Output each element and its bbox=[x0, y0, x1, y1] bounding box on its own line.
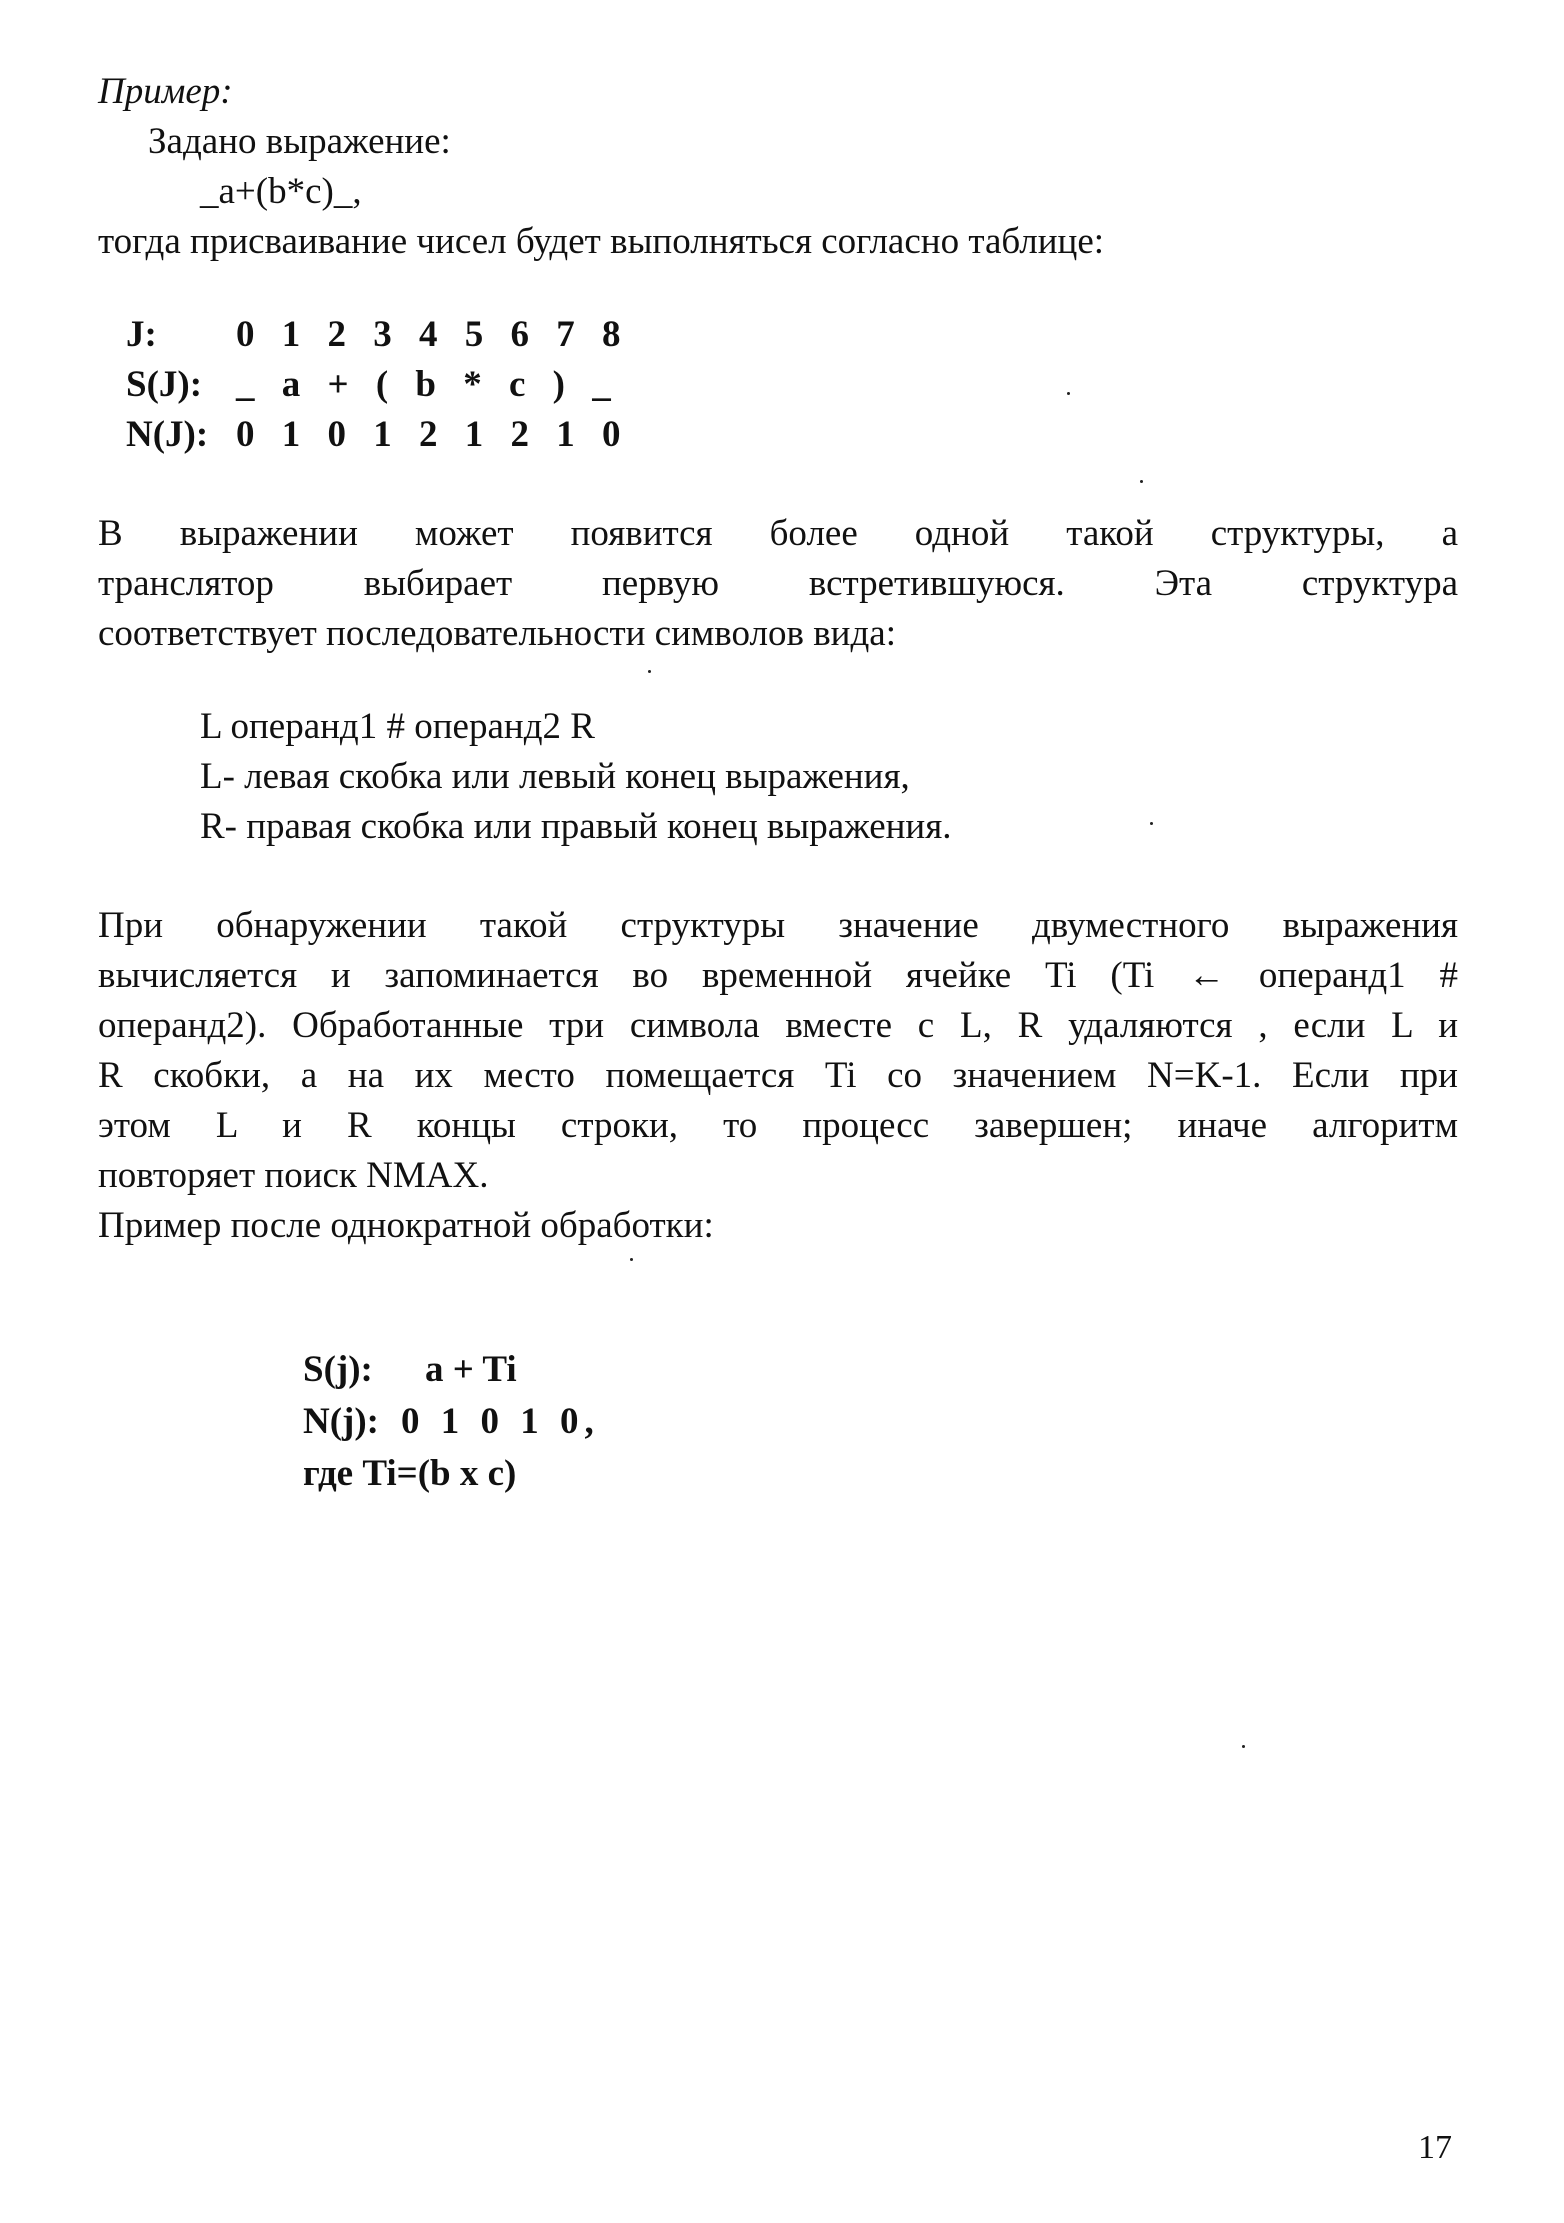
example-heading: Пример: bbox=[98, 71, 233, 112]
result-n-values: 0 1 0 1 0, bbox=[401, 1401, 600, 1442]
para1-line-1: В выражении может появится более одной такой структуры, а bbox=[98, 513, 1458, 554]
page-number: 17 bbox=[1418, 2129, 1452, 2166]
scan-speck bbox=[1242, 1745, 1245, 1748]
after-processing-heading: Пример после однократной обработки: bbox=[98, 1205, 714, 1246]
structure-formula: L операнд1 # операнд2 R bbox=[200, 706, 595, 747]
expression-line: _a+(b*c)_, bbox=[200, 171, 362, 212]
table-intro: тогда присваивание чисел будет выполняться согласно таблице: bbox=[98, 221, 1105, 262]
para1-line-2: транслятор выбирает первую встретившуюся. Эта структура bbox=[98, 563, 1458, 604]
given-line: Задано выражение: bbox=[148, 121, 451, 162]
table-n-values: 0 1 0 1 2 1 2 1 0 bbox=[236, 414, 630, 455]
structure-l-desc: L- левая скобка или левый конец выражения, bbox=[200, 756, 910, 797]
scan-speck bbox=[630, 1258, 633, 1261]
para2-line-6: повторяет поиск NMAX. bbox=[98, 1155, 489, 1196]
result-n-label: N(j): bbox=[303, 1401, 380, 1442]
result-s-values: a + Ti bbox=[425, 1349, 517, 1390]
para2-line-4: R скобки, а на их место помещается Ti со значением N=K-1. Если при bbox=[98, 1055, 1458, 1096]
table-s-values: _ a + ( b * c ) _ bbox=[236, 364, 620, 405]
table-j-label: J: bbox=[126, 314, 157, 355]
scan-speck bbox=[1140, 480, 1143, 483]
result-row-n bbox=[303, 1400, 600, 1444]
table-j-values: 0 1 2 3 4 5 6 7 8 bbox=[236, 314, 630, 355]
scan-speck bbox=[1067, 392, 1070, 395]
result-s-label: S(j): bbox=[303, 1349, 373, 1390]
table-row-s bbox=[126, 363, 620, 407]
para2-line-5: этом L и R концы строки, то процесс завершен; иначе алгоритм bbox=[98, 1105, 1458, 1146]
scan-speck bbox=[648, 670, 651, 673]
para2-line-3: операнд2). Обработанные три символа вместе с L, R удаляются , если L и bbox=[98, 1005, 1458, 1046]
para1-line-3: соответствует последовательности символов вида: bbox=[98, 613, 897, 654]
table-n-label: N(J): bbox=[126, 414, 209, 455]
scan-speck bbox=[1150, 822, 1153, 825]
structure-r-desc: R- правая скобка или правый конец выражения. bbox=[200, 806, 952, 847]
para2-line-1: При обнаружении такой структуры значение двуместного выражения bbox=[98, 905, 1458, 946]
result-row-s bbox=[303, 1348, 517, 1392]
table-row-n bbox=[126, 413, 630, 457]
table-s-label: S(J): bbox=[126, 364, 203, 405]
result-where: где Ti=(b x c) bbox=[303, 1453, 517, 1494]
para2-line-2: вычисляется и запоминается во временной ячейке Ti (Ti ← операнд1 # bbox=[98, 955, 1458, 996]
table-row-j bbox=[126, 313, 630, 357]
